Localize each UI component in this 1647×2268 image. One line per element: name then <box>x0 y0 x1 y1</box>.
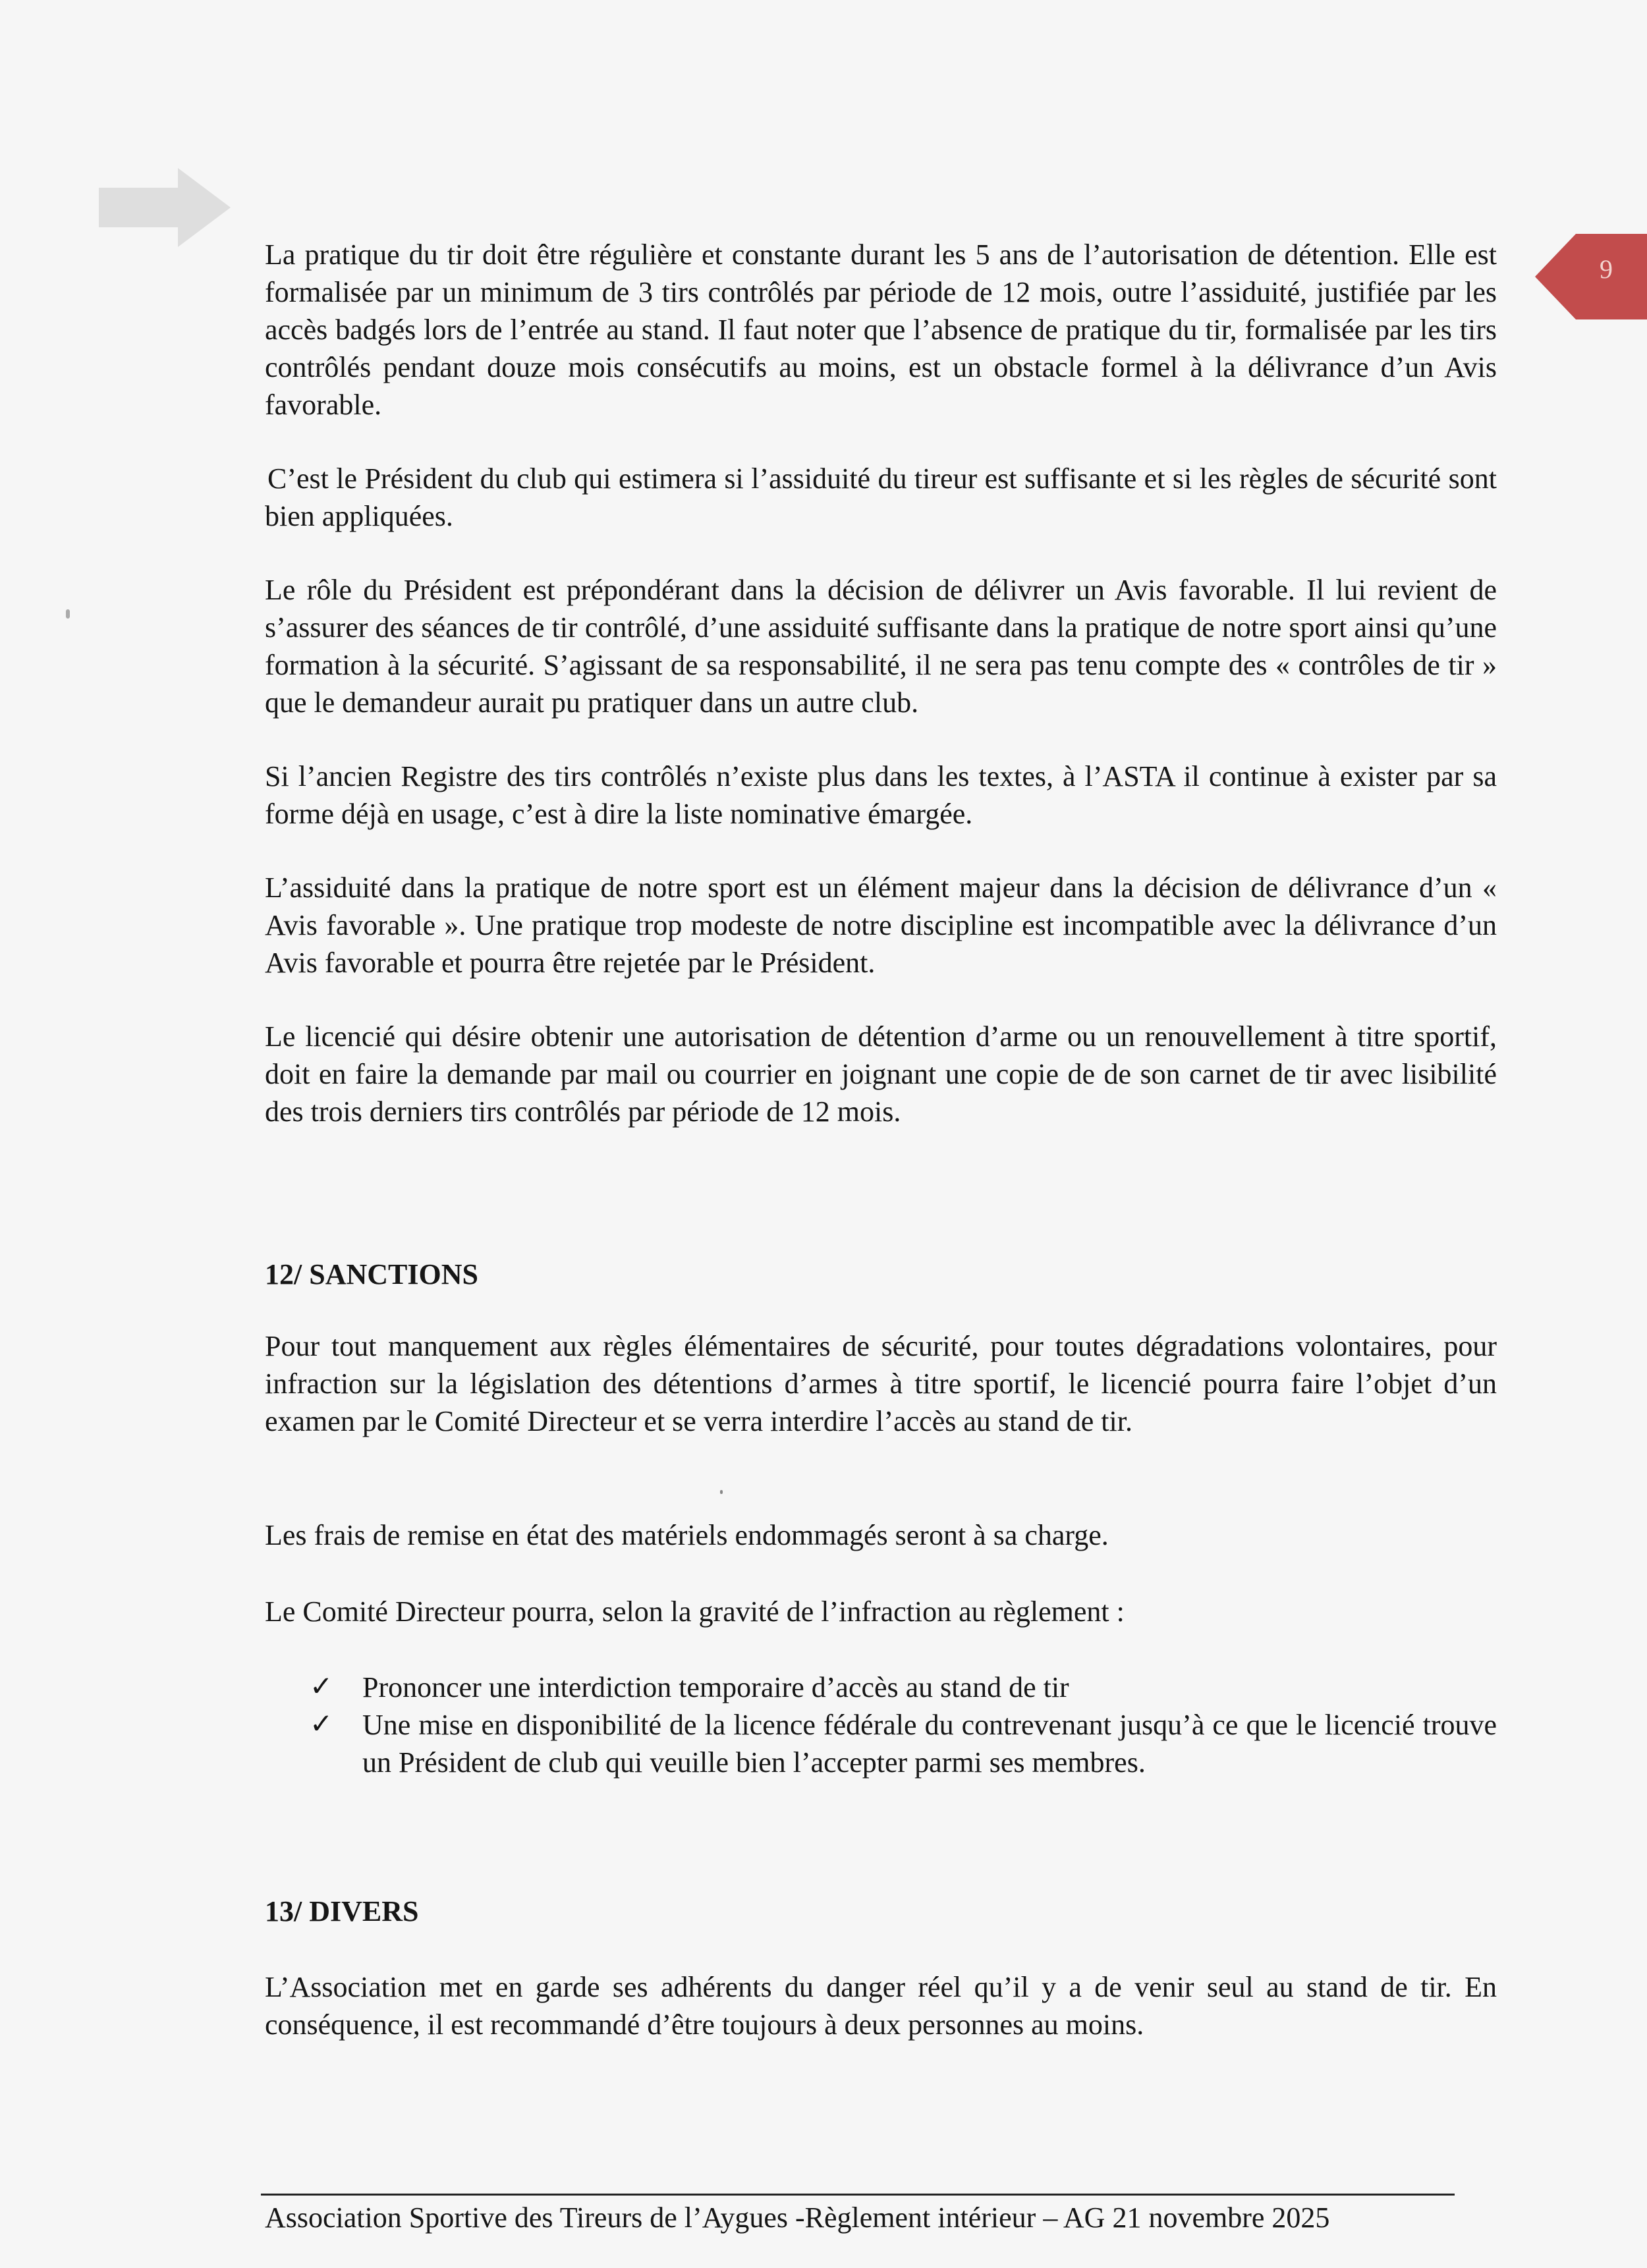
list-item-text: Une mise en disponibilité de la licence fédérale du contrevenant jusqu’à ce que le licencié trouve un Président de club qui veuille bien l’accepter parmi ses membres. <box>362 1709 1497 1779</box>
list-item <box>310 1669 1497 1706</box>
divers-text: L’Association met en garde ses adhérents du danger réel qu’il y a de venir seul au stand de tir. En conséquence, il est recommandé d’être toujours à deux personnes au moins. <box>265 1971 1497 2041</box>
section-heading-sanctions: 12/ SANCTIONS <box>265 1258 478 1290</box>
paragraph-pratique: La pratique du tir doit être régulière et constante durant les 5 ans de l’autorisation de détention. Elle est formalisée par un minimum de 3 tirs contrôlés par période de 12 mois, outre l’assiduité, justifiée par les accès badgés lors de l’entrée au stand. Il faut noter que l’absence de pratique du tir, formalisée par les tirs contrôlés pendant douze mois consécutifs au moins, est un obstacle formel à la délivrance d’un Avis favorable. <box>265 238 1497 421</box>
sanctions-costs: Les frais de remise en état des matériels endommagés seront à sa charge. <box>265 1519 1109 1551</box>
checkmark-icon: ✓ <box>310 1672 333 1702</box>
checkmark-icon: ✓ <box>310 1709 333 1740</box>
scan-speck <box>66 609 70 619</box>
sanctions-lead: Le Comité Directeur pourra, selon la gravité de l’infraction au règlement : <box>265 1595 1125 1628</box>
list-item-text: Prononcer une interdiction temporaire d’accès au stand de tir <box>362 1671 1069 1703</box>
paragraph-president: C’est le Président du club qui estimera si l’assiduité du tireur est suffisante et si les règles de sécurité sont bien appliquées. <box>265 462 1497 532</box>
scan-speck <box>720 1490 723 1494</box>
footer-text: Association Sportive des Tireurs de l’Aygues -Règlement intérieur – AG 21 novembre 2025 <box>265 2201 1330 2234</box>
paragraph-registre: Si l’ancien Registre des tirs contrôlés n’existe plus dans les textes, à l’ASTA il continue à exister par sa forme déjà en usage, c’est à dire la liste nominative émargée. <box>265 760 1497 830</box>
footer-divider <box>261 2194 1455 2196</box>
page-number-tab <box>1535 234 1647 319</box>
body-text <box>265 236 1497 1130</box>
ghost-arrow-icon <box>99 168 231 247</box>
paragraph-assiduite: L’assiduité dans la pratique de notre sport est un élément majeur dans la décision de délivrance d’un « Avis favorable ». Une pratique trop modeste de notre discipline est incompatible avec la délivrance d’un Avis favorable et pourra être rejetée par le Président. <box>265 871 1497 979</box>
sanctions-list <box>310 1669 1497 1781</box>
paragraph-role-president: Le rôle du Président est prépondérant dans la décision de délivrer un Avis favorable. Il lui revient de s’assurer des séances de tir contrôlé, d’une assiduité suffisante dans la pratique de notre sport ainsi qu’une formation à la sécurité. S’agissant de sa responsabilité, il ne sera pas tenu compte des « contrôles de tir » que le demandeur aurait pu pratiquer dans un autre club. <box>265 574 1497 719</box>
page-number: 9 <box>1600 254 1613 284</box>
section-heading-divers: 13/ DIVERS <box>265 1895 419 1927</box>
list-item <box>310 1706 1497 1781</box>
paragraph-licencie: Le licencié qui désire obtenir une autorisation de détention d’arme ou un renouvellement à titre sportif, doit en faire la demande par mail ou courrier en joignant une copie de de son carnet de tir avec lisibilité des trois derniers tirs contrôlés par période de 12 mois. <box>265 1020 1497 1128</box>
sanctions-intro: Pour tout manquement aux règles élémentaires de sécurité, pour toutes dégradations volontaires, pour infraction sur la législation des détentions d’armes à titre sportif, le licencié pourra faire l’objet d’un examen par le Comité Directeur et se verra interdire l’accès au stand de tir. <box>265 1330 1497 1437</box>
